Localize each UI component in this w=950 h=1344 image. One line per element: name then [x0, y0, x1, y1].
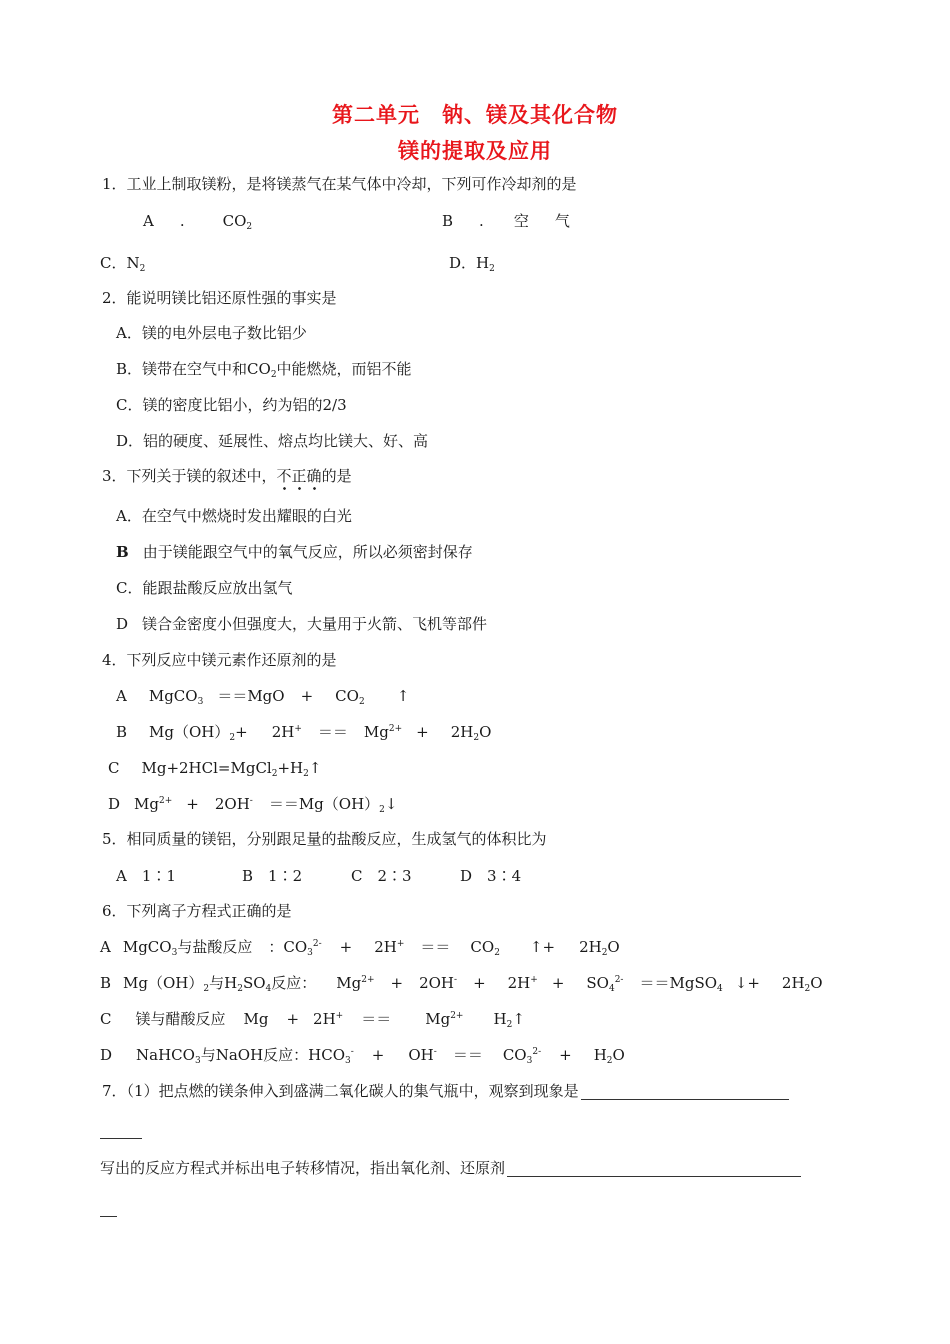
- q7-part2: 写出的反应方程式并标出电子转移情况，指出氧化剂、还原剂: [100, 1158, 801, 1178]
- emphasis-dots: 不正确: [276, 467, 322, 485]
- q4-stem: 4．下列反应中镁元素作还原剂的是: [102, 651, 337, 669]
- unit-title: 第二单元 钠、镁及其化合物: [332, 103, 618, 127]
- q5-option-d: D 3∶4: [460, 867, 522, 885]
- q3-option-d: D 镁合金密度小但强度大，大量用于火箭、飞机等部件: [116, 615, 488, 633]
- q7-part1: 7．（1）把点燃的镁条伸入到盛满二氧化碳人的集气瓶中，观察到现象是: [102, 1081, 789, 1101]
- q4-option-b: B $Mg(OH)_2+ 2H^+ == Mg^{2+} + 2H_2O$: [116, 723, 492, 743]
- answer-blank[interactable]: [507, 1160, 801, 1177]
- q6-stem: 6．下列离子方程式正确的是: [102, 902, 292, 920]
- q2-stem: 2．能说明镁比铝还原性强的事实是: [102, 289, 337, 307]
- q3-stem: 3．下列关于镁的叙述中，不正确的是: [102, 467, 352, 485]
- lesson-title: 镁的提取及应用: [398, 139, 552, 163]
- q5-option-b: B 1∶2: [242, 867, 303, 885]
- q4-option-d: D $Mg^{2+} + 2OH^-$ $==Mg(OH)_2↓$: [108, 795, 398, 815]
- q3-option-c: C．能跟盐酸反应放出氢气: [116, 579, 293, 597]
- q7-part1-continued: [100, 1120, 142, 1140]
- q6-option-a: A MgCO$_3$与盐酸反应 ：$CO_3^{2-} + 2H^+ == CO_2$ ↑+ $2H_2O$: [100, 938, 620, 958]
- q2-option-a: A．镁的电外层电子数比铝少: [116, 324, 307, 342]
- q6-option-b: B $Mg(OH)_2$与$H_2SO_4$反应： $Mg^{2+} + 2OH^- + 2H^+ + SO_4^{2-}$ ＝＝MgSO$_4$ ↓+ $2H_2O$: [100, 974, 823, 994]
- q1-option-a: A . $CO_2$: [143, 212, 253, 232]
- q5-stem: 5．相同质量的镁铝，分别跟足量的盐酸反应，生成氢气的体积比为: [102, 830, 547, 848]
- q7-part2-continued: [100, 1198, 117, 1218]
- q4-option-c: C $Mg+2HCl=MgCl_2+H_2↑$: [108, 759, 322, 779]
- q1-option-b: B . 空 气: [442, 212, 570, 230]
- q2-option-b: B．镁带在空气中和$CO_2$中能燃烧，而铝不能: [116, 360, 412, 380]
- q3-option-a: A．在空气中燃烧时发出耀眼的白光: [116, 507, 352, 525]
- q2-option-c: C．镁的密度比铝小，约为铝的2/3: [116, 396, 347, 414]
- q6-option-c: C 镁与醋酸反应 $Mg + 2H^+ == Mg^{2+}$ $H_2↑$: [100, 1010, 525, 1030]
- q1-option-c: C．$N_2$: [100, 254, 146, 274]
- q6-option-d: D NaHCO$_3$与NaOH反应：$HCO_3^- + OH^- == CO_3^{2-} + H_2O$: [100, 1046, 625, 1066]
- answer-blank-continued[interactable]: [100, 1200, 117, 1217]
- q3-option-b: B 由于镁能跟空气中的氧气反应，所以必须密封保存: [116, 543, 473, 561]
- q2-option-d: D．铝的硬度、延展性、熔点均比镁大、好、高: [116, 432, 429, 450]
- q4-option-a: A MgCO$_3$ $==MgO + CO_2$ ↑: [116, 687, 410, 707]
- answer-blank-continued[interactable]: [100, 1122, 142, 1139]
- answer-blank[interactable]: [581, 1083, 789, 1100]
- q5-option-a: A 1∶1: [116, 867, 176, 885]
- q1-option-d: D．$H_2$: [449, 254, 495, 274]
- q5-option-c: C 2∶3: [351, 867, 412, 885]
- q1-stem: 1．工业上制取镁粉，是将镁蒸气在某气体中冷却，下列可作冷却剂的是: [102, 175, 577, 193]
